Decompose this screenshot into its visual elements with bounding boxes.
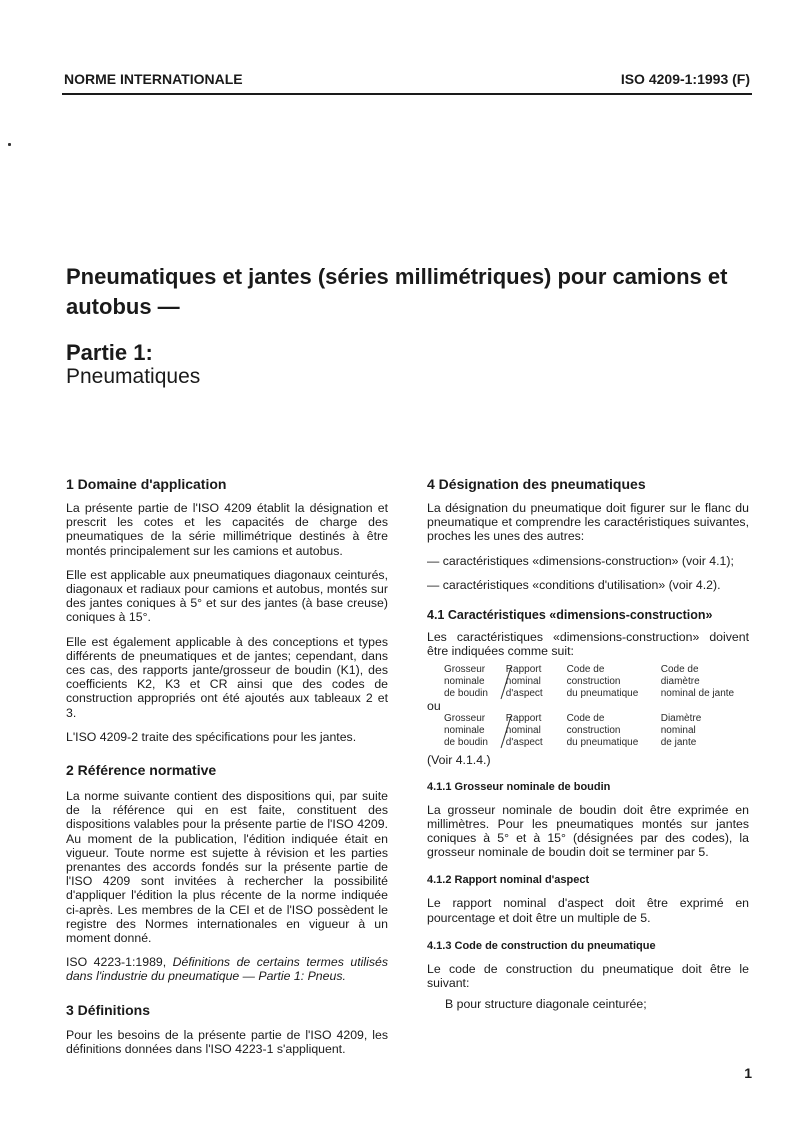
reference-title: Définitions de certains termes utilisés dans l'industrie du pneumatique — Partie 1: Pneus.	[66, 955, 388, 984]
block-cell: nominal	[505, 676, 541, 688]
section-1-paragraph-3: Elle est également applicable à des conceptions et types différents de pneumatiques et de jantes; cependant, dans ces cas, des rapports jante/grosseur de boudin (K1), des coefficients K2, K3 et CR ainsi que des codes de construction appropriés ont été ajoutés aux tableaux 2 et 3.	[66, 634, 388, 720]
reference-number: ISO 4223-1:1989,	[66, 955, 167, 970]
block-cell: Grosseur	[444, 664, 486, 676]
block-cell: Grosseur	[444, 713, 486, 725]
document-title: Pneumatiques et jantes (séries millimétriques) pour camions et autobus —	[66, 264, 728, 319]
section-4-1-3-list-item-1: B pour structure diagonale ceinturée;	[445, 997, 647, 1012]
section-4-1-1-paragraph: La grosseur nominale de boudin doit être exprimée en millimètres. Pour les pneumatiques montés sur jantes coniques à 5° et à 15° (désignées par des codes), la grosseur nominale de boudin doit se terminer par 5.	[427, 802, 749, 860]
section-4-1-3-title: 4.1.3 Code de construction du pneumatique	[427, 939, 656, 952]
header-right: ISO 4209-1:1993 (F)	[620, 71, 750, 87]
block-cell: construction	[566, 725, 621, 737]
designation-block-1	[427, 664, 749, 700]
block-cell: Rapport	[505, 664, 542, 676]
section-4-list-item-2: — caractéristiques «conditions d'utilisation» (voir 4.2).	[427, 577, 721, 592]
section-1-paragraph-2: Elle est applicable aux pneumatiques diagonaux ceinturés, diagonaux et radiaux pour camions et autobus, montés sur des jantes coniques à 5° et sur des jantes (à base creuse) coniques à 15°.	[66, 567, 388, 625]
page-number: 1	[744, 1065, 752, 1081]
block-cell: du pneumatique	[566, 688, 639, 700]
section-4-1-paragraph-1: Les caractéristiques «dimensions-construction» doivent être indiquées comme suit:	[427, 630, 749, 659]
block-1-row-1	[444, 664, 749, 676]
section-4-1-2-title: 4.1.2 Rapport nominal d'aspect	[427, 874, 590, 887]
margin-mark	[8, 143, 11, 146]
header-rule	[62, 93, 752, 95]
block-cell: d'aspect	[505, 688, 543, 700]
section-1-paragraph-1: La présente partie de l'ISO 4209 établit la désignation et prescrit les cotes et les capacités de charge des pneumatiques de la série millimétrique destinés à être montés principalement sur les camions et autobus.	[66, 501, 388, 558]
block-cell: de boudin	[444, 688, 488, 700]
block-cell: nominale	[444, 676, 485, 688]
section-1-paragraph-4: L'ISO 4209-2 traite des spécifications pour les jantes.	[66, 729, 357, 744]
block-cell: diamètre	[660, 676, 700, 688]
part-number: Partie 1:	[66, 340, 153, 365]
block-cell: Rapport	[505, 713, 542, 725]
section-3-title: 3 Définitions	[66, 1001, 151, 1018]
section-4-1-2-paragraph: Le rapport nominal d'aspect doit être exprimé en pourcentage et doit être un multiple de 5.	[427, 896, 749, 925]
left-column	[66, 476, 388, 1056]
block-cell: Code de	[566, 713, 605, 725]
block-cell: d'aspect	[505, 737, 543, 749]
section-4-1-3-paragraph: Le code de construction du pneumatique doit être le suivant:	[427, 961, 749, 991]
block-cell: de boudin	[444, 737, 488, 749]
part-subtitle: Pneumatiques	[66, 365, 201, 388]
section-4-1-1-title: 4.1.1 Grosseur nominale de boudin	[427, 780, 611, 793]
section-4-1-title: 4.1 Caractéristiques «dimensions-construction»	[427, 608, 713, 623]
block-2-row-2	[444, 725, 749, 737]
section-4-list-item-1: — caractéristiques «dimensions-construction» (voir 4.1);	[427, 553, 734, 568]
block-1-row-3	[444, 688, 749, 700]
block-cell: nominal de jante	[660, 688, 735, 700]
section-2-title: 2 Référence normative	[66, 762, 217, 779]
designation-block-2	[427, 713, 749, 749]
section-4-title: 4 Désignation des pneumatiques	[427, 476, 646, 492]
block-cell: construction	[566, 676, 621, 688]
block-2-row-1	[444, 713, 749, 725]
section-4-paragraph-1: La désignation du pneumatique doit figurer sur le flanc du pneumatique et comprendre les caractéristiques suivantes, proches les unes des autres:	[427, 501, 749, 544]
see-reference: (Voir 4.1.4.)	[427, 753, 491, 768]
block-cell: nominale	[444, 725, 485, 737]
block-cell: nominal	[660, 725, 696, 737]
section-2-reference	[66, 955, 388, 983]
section-3-paragraph-1: Pour les besoins de la présente partie de l'ISO 4209, les définitions données dans l'ISO 4223-1 s'appliquent.	[66, 1027, 388, 1056]
right-column	[427, 476, 749, 1011]
block-cell: du pneumatique	[566, 737, 639, 749]
block-1-row-2	[444, 676, 749, 688]
block-2-row-3	[444, 737, 749, 749]
block-cell: Diamètre	[660, 713, 702, 725]
or-label: ou	[427, 699, 441, 714]
block-cell: Code de	[566, 664, 605, 676]
block-cell: nominal	[505, 725, 541, 737]
section-1-title: 1 Domaine d'application	[66, 476, 227, 492]
section-2-paragraph-1: La norme suivante contient des dispositions qui, par suite de la référence qui en est faite, constituent des dispositions valables pour la présente partie de l'ISO 4209. Au moment de la publication, l'édition indiquée était en vigueur. Toute norme est sujette à révision et les parties prenantes des accords fondés sur la présente partie de l'ISO 4209 sont invitées à rechercher la possibilité d'appliquer l'édition la plus récente de la norme indiquée ci-après. Les membres de la CEI et de l'ISO possèdent le registre des Normes internationales en vigueur à un moment donné.	[66, 789, 388, 946]
block-cell: Code de	[660, 664, 699, 676]
block-cell: de jante	[660, 737, 697, 749]
header-left: NORME INTERNATIONALE	[64, 71, 243, 87]
